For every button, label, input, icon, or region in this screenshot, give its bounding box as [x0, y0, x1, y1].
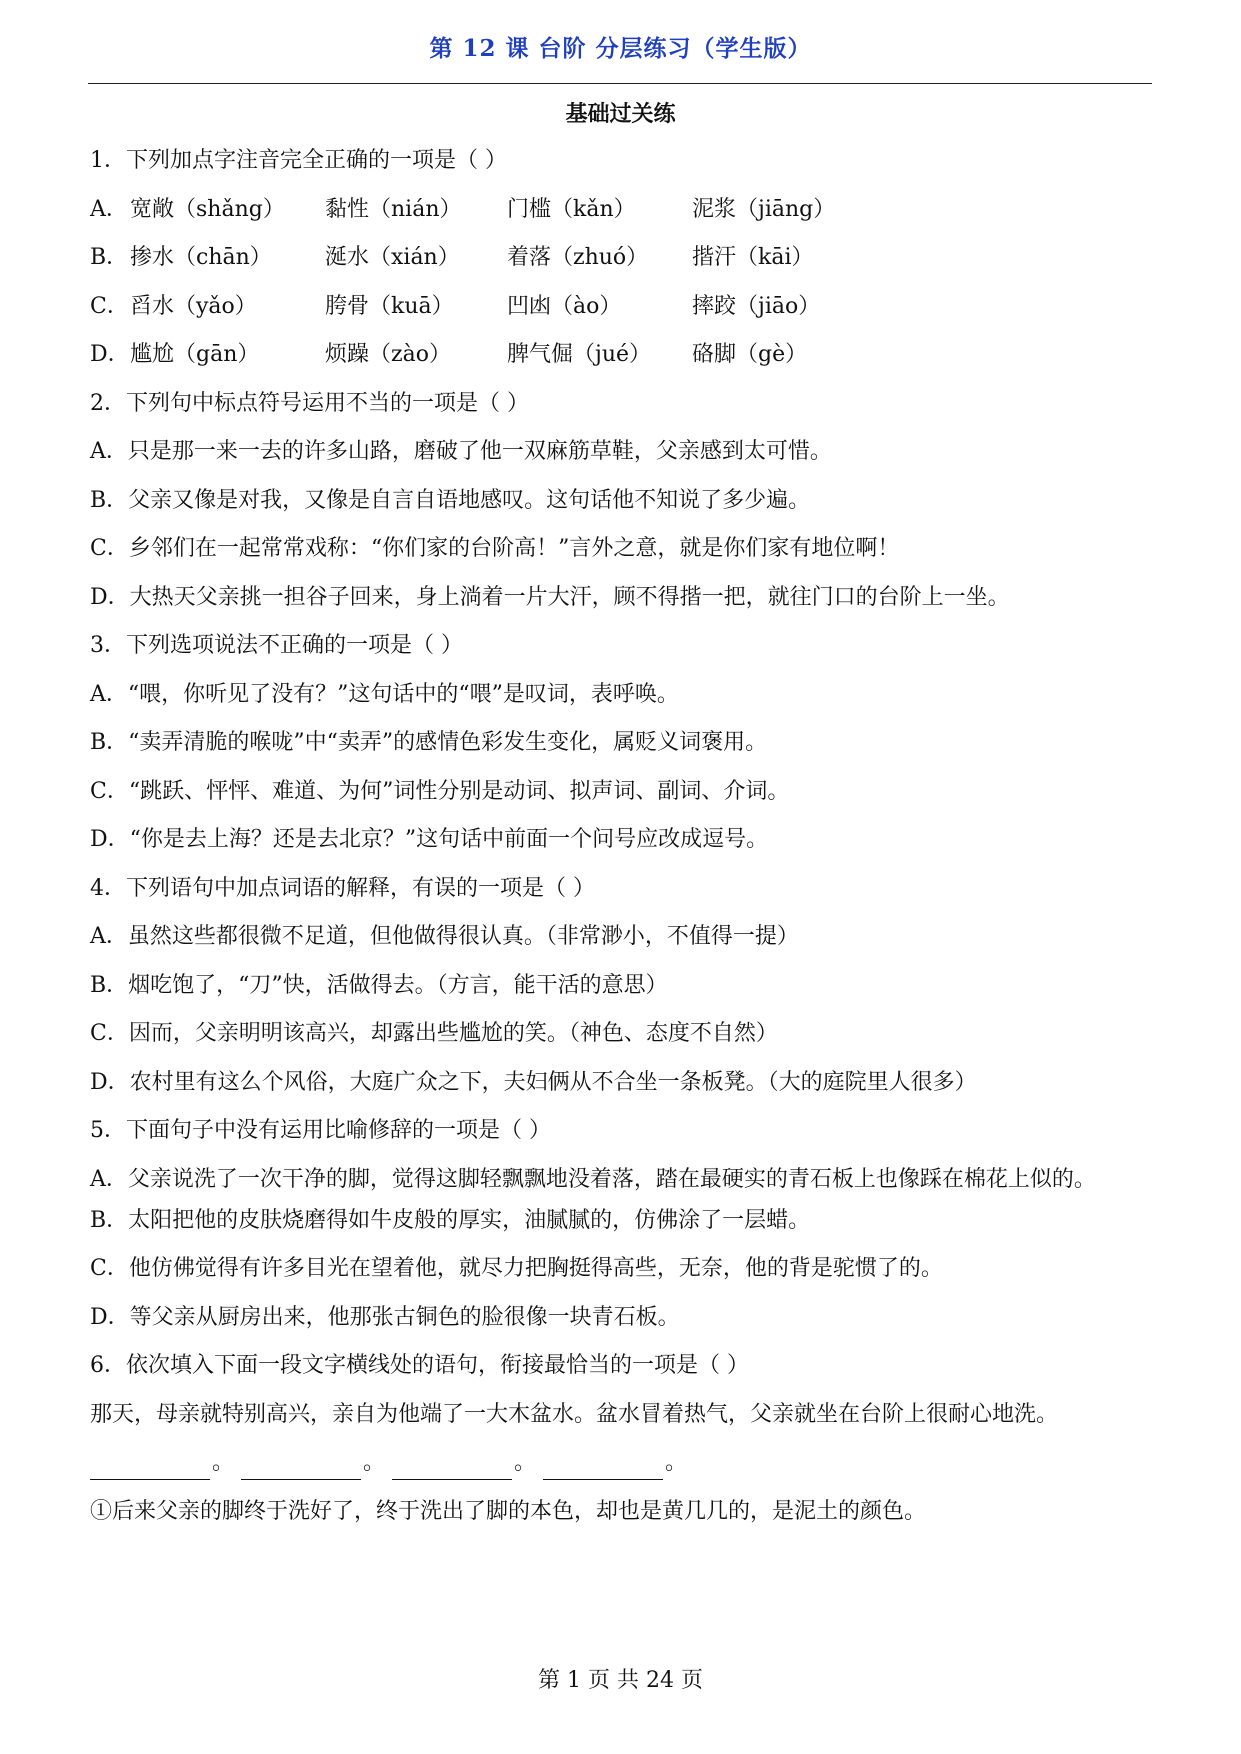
question-5-stem: 5．下面句子中没有运用比喻修辞的一项是（ ）: [90, 1118, 551, 1143]
question-4-option-d: D．农村里有这么个风俗，大庭广众之下，夫妇俩从不合坐一条板凳。（大的庭院里人很多）: [90, 1069, 977, 1095]
question-2-option-d: D．大热天父亲挑一担谷子回来，身上淌着一片大汗，顾不得揩一把，就往门口的台阶上一坐。: [90, 584, 1010, 610]
question-4-option-b: B．烟吃饱了，“刀”快，活做得去。（方言，能干活的意思）: [90, 972, 668, 998]
blank-separator: 。: [363, 1450, 386, 1475]
option-item: 泥浆（jiāng）: [692, 196, 836, 222]
option-letter: B．: [90, 245, 129, 270]
question-5-option-b: B．太阳把他的皮肤烧磨得如牛皮般的厚实，油腻腻的，仿佛涂了一层蜡。: [90, 1207, 811, 1233]
option-letter: A．: [90, 196, 128, 222]
question-2-option-b: B．父亲又像是对我，又像是自言自语地感叹。这句话他不知说了多少遍。: [90, 487, 811, 513]
question-3-option-b: B．“卖弄清脆的喉咙”中“卖弄”的感情色彩发生变化，属贬义词褒用。: [90, 730, 768, 755]
option-letter: C．: [90, 293, 129, 319]
question-5-option-c: C．他仿佛觉得有许多目光在望着他，就尽力把胸挺得高些，无奈，他的背是驼惯了的。: [90, 1256, 943, 1281]
option-item: 尴尬（gān）: [130, 342, 260, 367]
page-number: 第 1 页 共 24 页: [538, 1668, 703, 1693]
option-item: 舀水（yǎo）: [130, 293, 257, 319]
option-item: 门槛（kǎn）: [507, 196, 636, 222]
option-item: 黏性（nián）: [325, 196, 462, 222]
option-item: 宽敞（shǎng）: [130, 196, 285, 222]
question-4-stem: 4．下列语句中加点词语的解释，有误的一项是（ ）: [90, 875, 595, 901]
question-6-stem: 6．依次填入下面一段文字横线处的语句，衔接最恰当的一项是（ ）: [90, 1353, 749, 1378]
question-2-option-a: A．只是那一来一去的许多山路，磨破了他一双麻筋草鞋，父亲感到太可惜。: [90, 439, 832, 464]
question-3-option-a: A．“喂，你听见了没有？”这句话中的“喂”是叹词，表呼唤。: [90, 681, 679, 707]
question-3-stem: 3．下列选项说法不正确的一项是（ ）: [90, 633, 463, 658]
question-6-passage: 那天，母亲就特别高兴，亲自为他端了一大木盆水。盆水冒着热气，父亲就坐在台阶上很耐心地洗。: [90, 1401, 1059, 1427]
question-1-stem: 1．下列加点字注音完全正确的一项是（ ）: [90, 148, 507, 173]
option-item: 脾气倔（jué）: [507, 342, 652, 367]
question-2-stem: 2．下列句中标点符号运用不当的一项是（ ）: [90, 390, 529, 416]
section-title: 基础过关练: [565, 101, 676, 127]
fill-blank-3: [392, 1453, 512, 1480]
option-item: 凹凼（ào）: [507, 293, 622, 319]
question-2-option-c: C．乡邻们在一起常常戏称：“你们家的台阶高！”言外之意，就是你们家有地位啊！: [90, 536, 900, 561]
question-3-option-c: C．“跳跃、怦怦、难道、为何”词性分别是动词、拟声词、副词、介词。: [90, 778, 790, 804]
option-item: 揩汗（kāi）: [692, 245, 814, 270]
question-5-option-d: D．等父亲从厨房出来，他那张古铜色的脸很像一块青石板。: [90, 1304, 680, 1330]
question-5-option-a: A．父亲说洗了一次干净的脚，觉得这脚轻飘飘地没着落，踏在最硬实的青石板上也像踩在棉花上似的。: [90, 1166, 1096, 1192]
option-item: 涎水（xián）: [325, 245, 460, 270]
header-divider: [88, 83, 1152, 84]
question-4-option-c: C．因而，父亲明明该高兴，却露出些尴尬的笑。（神色、态度不自然）: [90, 1021, 778, 1046]
option-item: 着落（zhuó）: [507, 245, 649, 270]
question-1-option-c: [90, 290, 1160, 339]
option-letter: D．: [90, 342, 130, 367]
option-item: 烦躁（zào）: [325, 342, 451, 367]
fill-blank-2: [241, 1453, 361, 1480]
option-item: 摔跤（jiāo）: [692, 293, 821, 319]
fill-blank-1: [90, 1453, 210, 1480]
blank-separator: 。: [665, 1450, 688, 1475]
question-6-blanks: [90, 1446, 1160, 1495]
question-6-item-1: ①后来父亲的脚终于洗好了，终于洗出了脚的本色，却也是黄几几的，是泥土的颜色。: [90, 1498, 927, 1524]
question-list: [90, 144, 1160, 1543]
question-1-option-b: [90, 241, 1160, 290]
question-3-option-d: D．“你是去上海？还是去北京？”这句话中前面一个问号应改成逗号。: [90, 827, 769, 852]
fill-blank-4: [543, 1453, 663, 1480]
question-1-option-d: [90, 338, 1160, 387]
blank-separator: 。: [514, 1450, 537, 1475]
blank-separator: 。: [212, 1450, 235, 1475]
option-item: 胯骨（kuā）: [325, 293, 454, 319]
header-title: 第 12 课 台阶 分层练习（学生版）: [429, 35, 812, 62]
option-item: 掺水（chān）: [130, 245, 272, 270]
option-item: 硌脚（gè）: [692, 342, 808, 367]
question-4-option-a: A．虽然这些都很微不足道，但他做得很认真。（非常渺小，不值得一提）: [90, 924, 799, 949]
question-1-option-a: [90, 193, 1160, 242]
